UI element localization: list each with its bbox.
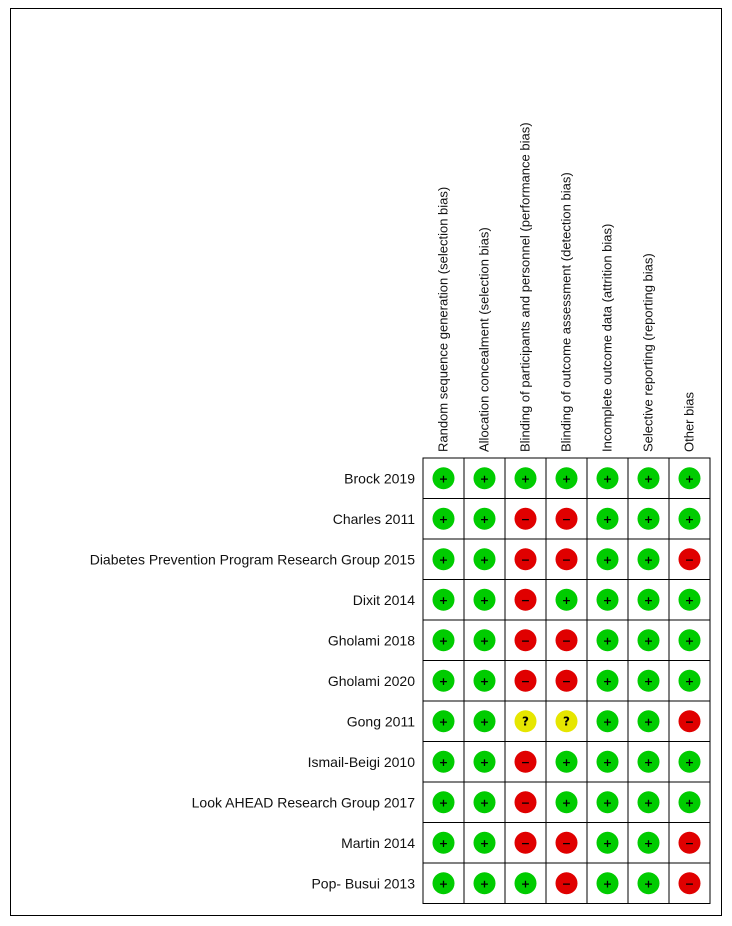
domain-label: Selective reporting (reporting bias) (640, 253, 656, 452)
rating-mark (679, 670, 701, 692)
rating-symbol: + (561, 593, 572, 607)
rating-mark (556, 589, 578, 611)
rating-symbol: + (643, 796, 654, 810)
rating-mark (433, 872, 455, 894)
study-label: Brock 2019 (344, 470, 415, 487)
rating-symbol: + (479, 796, 490, 810)
rating-mark (515, 589, 537, 611)
rating-symbol: − (520, 553, 531, 567)
domain-label: Incomplete outcome data (attrition bias) (599, 223, 615, 452)
rating-mark (433, 629, 455, 651)
rating-mark (679, 589, 701, 611)
rating-symbol: + (561, 472, 572, 486)
rating-symbol: + (684, 796, 695, 810)
rating-mark (515, 751, 537, 773)
rating-symbol: + (438, 472, 449, 486)
rating-symbol: + (602, 553, 613, 567)
rating-mark (515, 791, 537, 813)
study-label: Martin 2014 (341, 834, 415, 851)
rating-mark (638, 508, 660, 530)
rating-mark (556, 670, 578, 692)
rating-symbol: − (561, 674, 572, 688)
risk-of-bias-grid (11, 9, 723, 917)
rating-symbol: + (643, 877, 654, 891)
rating-symbol: − (561, 836, 572, 850)
rating-mark (556, 751, 578, 773)
rating-mark (433, 670, 455, 692)
rating-symbol: + (479, 553, 490, 567)
rating-mark (474, 791, 496, 813)
rating-symbol: − (520, 836, 531, 850)
rating-symbol: + (479, 755, 490, 769)
rating-mark (515, 548, 537, 570)
rating-symbol: − (520, 512, 531, 526)
rating-mark (474, 710, 496, 732)
rating-mark (556, 832, 578, 854)
rating-symbol: + (479, 634, 490, 648)
rating-mark (597, 872, 619, 894)
rating-mark (679, 629, 701, 651)
rating-mark (474, 751, 496, 773)
rating-symbol: + (438, 593, 449, 607)
rating-mark (597, 751, 619, 773)
rating-symbol: + (438, 553, 449, 567)
study-label: Gholami 2020 (327, 672, 415, 689)
rating-symbol: + (561, 796, 572, 810)
rating-symbol: + (602, 877, 613, 891)
rating-mark (679, 548, 701, 570)
rating-mark (556, 548, 578, 570)
rating-symbol: + (643, 674, 654, 688)
rating-symbol: + (643, 634, 654, 648)
rating-symbol: − (684, 715, 695, 729)
rating-symbol: + (520, 877, 531, 891)
rating-symbol: + (684, 674, 695, 688)
rating-symbol: + (479, 877, 490, 891)
rating-mark (474, 467, 496, 489)
rating-symbol: + (602, 715, 613, 729)
rating-mark (515, 670, 537, 692)
rating-mark (474, 629, 496, 651)
rating-symbol: + (438, 674, 449, 688)
rating-symbol: + (643, 553, 654, 567)
rating-symbol: − (520, 755, 531, 769)
rating-mark (433, 710, 455, 732)
rating-symbol: − (561, 553, 572, 567)
rating-symbol: + (602, 634, 613, 648)
rating-mark (597, 629, 619, 651)
rating-symbol: − (520, 796, 531, 810)
rating-symbol: + (602, 755, 613, 769)
rating-symbol: + (561, 755, 572, 769)
rating-mark (556, 467, 578, 489)
rating-symbol: + (643, 715, 654, 729)
rating-mark (474, 548, 496, 570)
rating-mark (556, 710, 578, 732)
rating-symbol: + (643, 512, 654, 526)
rating-mark (638, 872, 660, 894)
rating-mark (638, 589, 660, 611)
rating-symbol: + (684, 593, 695, 607)
rating-symbol: − (520, 674, 531, 688)
rating-symbol: + (684, 755, 695, 769)
rating-mark (638, 670, 660, 692)
rating-mark (433, 832, 455, 854)
rating-symbol: + (438, 512, 449, 526)
rating-symbol: + (520, 472, 531, 486)
rating-mark (597, 791, 619, 813)
rating-mark (556, 508, 578, 530)
rating-symbol: + (643, 472, 654, 486)
rating-symbol: − (561, 512, 572, 526)
rating-mark (433, 589, 455, 611)
rating-symbol: − (684, 836, 695, 850)
study-label: Gholami 2018 (327, 632, 415, 649)
rating-symbol: − (520, 634, 531, 648)
rating-mark (679, 467, 701, 489)
rating-symbol: + (684, 472, 695, 486)
rating-mark (474, 589, 496, 611)
rating-mark (474, 832, 496, 854)
rating-mark (679, 832, 701, 854)
rating-symbol: + (643, 755, 654, 769)
rating-symbol: + (479, 512, 490, 526)
rating-symbol: + (479, 674, 490, 688)
rating-symbol: + (438, 796, 449, 810)
study-label: Pop- Busui 2013 (311, 875, 415, 892)
rating-symbol: + (643, 593, 654, 607)
rating-mark (679, 791, 701, 813)
rating-symbol: + (479, 472, 490, 486)
study-label: Charles 2011 (332, 510, 415, 527)
rating-symbol: + (438, 634, 449, 648)
rating-mark (474, 670, 496, 692)
study-label: Look AHEAD Research Group 2017 (191, 794, 415, 811)
rating-symbol: − (561, 634, 572, 648)
rating-mark (515, 872, 537, 894)
study-label: Diabetes Prevention Program Research Group 2015 (89, 551, 415, 568)
domain-label: Blinding of outcome assessment (detection bias) (558, 172, 574, 452)
domain-label: Other bias (681, 392, 697, 452)
rating-mark (679, 872, 701, 894)
rating-symbol: + (602, 674, 613, 688)
rating-symbol: − (561, 877, 572, 891)
rating-mark (638, 467, 660, 489)
rating-mark (474, 508, 496, 530)
rating-mark (638, 629, 660, 651)
rating-mark (638, 548, 660, 570)
study-label: Gong 2011 (346, 713, 415, 730)
rating-symbol: + (438, 715, 449, 729)
rating-symbol: + (602, 836, 613, 850)
rating-symbol: + (602, 796, 613, 810)
rating-mark (433, 548, 455, 570)
rating-symbol: + (438, 755, 449, 769)
rating-mark (556, 872, 578, 894)
rating-mark (597, 710, 619, 732)
rating-mark (597, 548, 619, 570)
rating-symbol: + (479, 836, 490, 850)
rating-mark (515, 467, 537, 489)
rating-symbol: + (438, 877, 449, 891)
study-label: Dixit 2014 (352, 591, 415, 608)
rating-mark (597, 508, 619, 530)
rating-mark (638, 832, 660, 854)
rating-mark (679, 751, 701, 773)
rating-symbol: − (684, 877, 695, 891)
study-label: Ismail-Beigi 2010 (307, 753, 415, 770)
rating-symbol: ? (522, 714, 529, 729)
rating-symbol: − (520, 593, 531, 607)
rating-symbol: + (602, 512, 613, 526)
rating-symbol: + (602, 593, 613, 607)
domain-label: Blinding of participants and personnel (performance bias) (517, 122, 533, 452)
rating-symbol: + (684, 634, 695, 648)
rating-symbol: + (479, 715, 490, 729)
rating-mark (597, 670, 619, 692)
domain-label: Random sequence generation (selection bias) (435, 186, 451, 452)
rating-symbol: + (602, 472, 613, 486)
rating-symbol: + (684, 512, 695, 526)
risk-of-bias-summary (10, 8, 722, 916)
rating-mark (515, 832, 537, 854)
rating-mark (597, 832, 619, 854)
domain-label: Allocation concealment (selection bias) (476, 227, 492, 452)
rating-mark (474, 872, 496, 894)
rating-mark (638, 751, 660, 773)
rating-mark (515, 629, 537, 651)
rating-mark (597, 589, 619, 611)
rating-mark (638, 710, 660, 732)
rating-mark (597, 467, 619, 489)
rating-mark (433, 508, 455, 530)
rating-mark (433, 791, 455, 813)
rating-mark (515, 508, 537, 530)
rating-mark (679, 508, 701, 530)
rating-mark (433, 467, 455, 489)
rating-mark (556, 629, 578, 651)
rating-symbol: − (684, 553, 695, 567)
rating-symbol: ? (563, 714, 570, 729)
rating-mark (638, 791, 660, 813)
rating-symbol: + (438, 836, 449, 850)
rating-mark (679, 710, 701, 732)
rating-mark (515, 710, 537, 732)
rating-symbol: + (643, 836, 654, 850)
rating-symbol: + (479, 593, 490, 607)
rating-mark (556, 791, 578, 813)
rating-mark (433, 751, 455, 773)
